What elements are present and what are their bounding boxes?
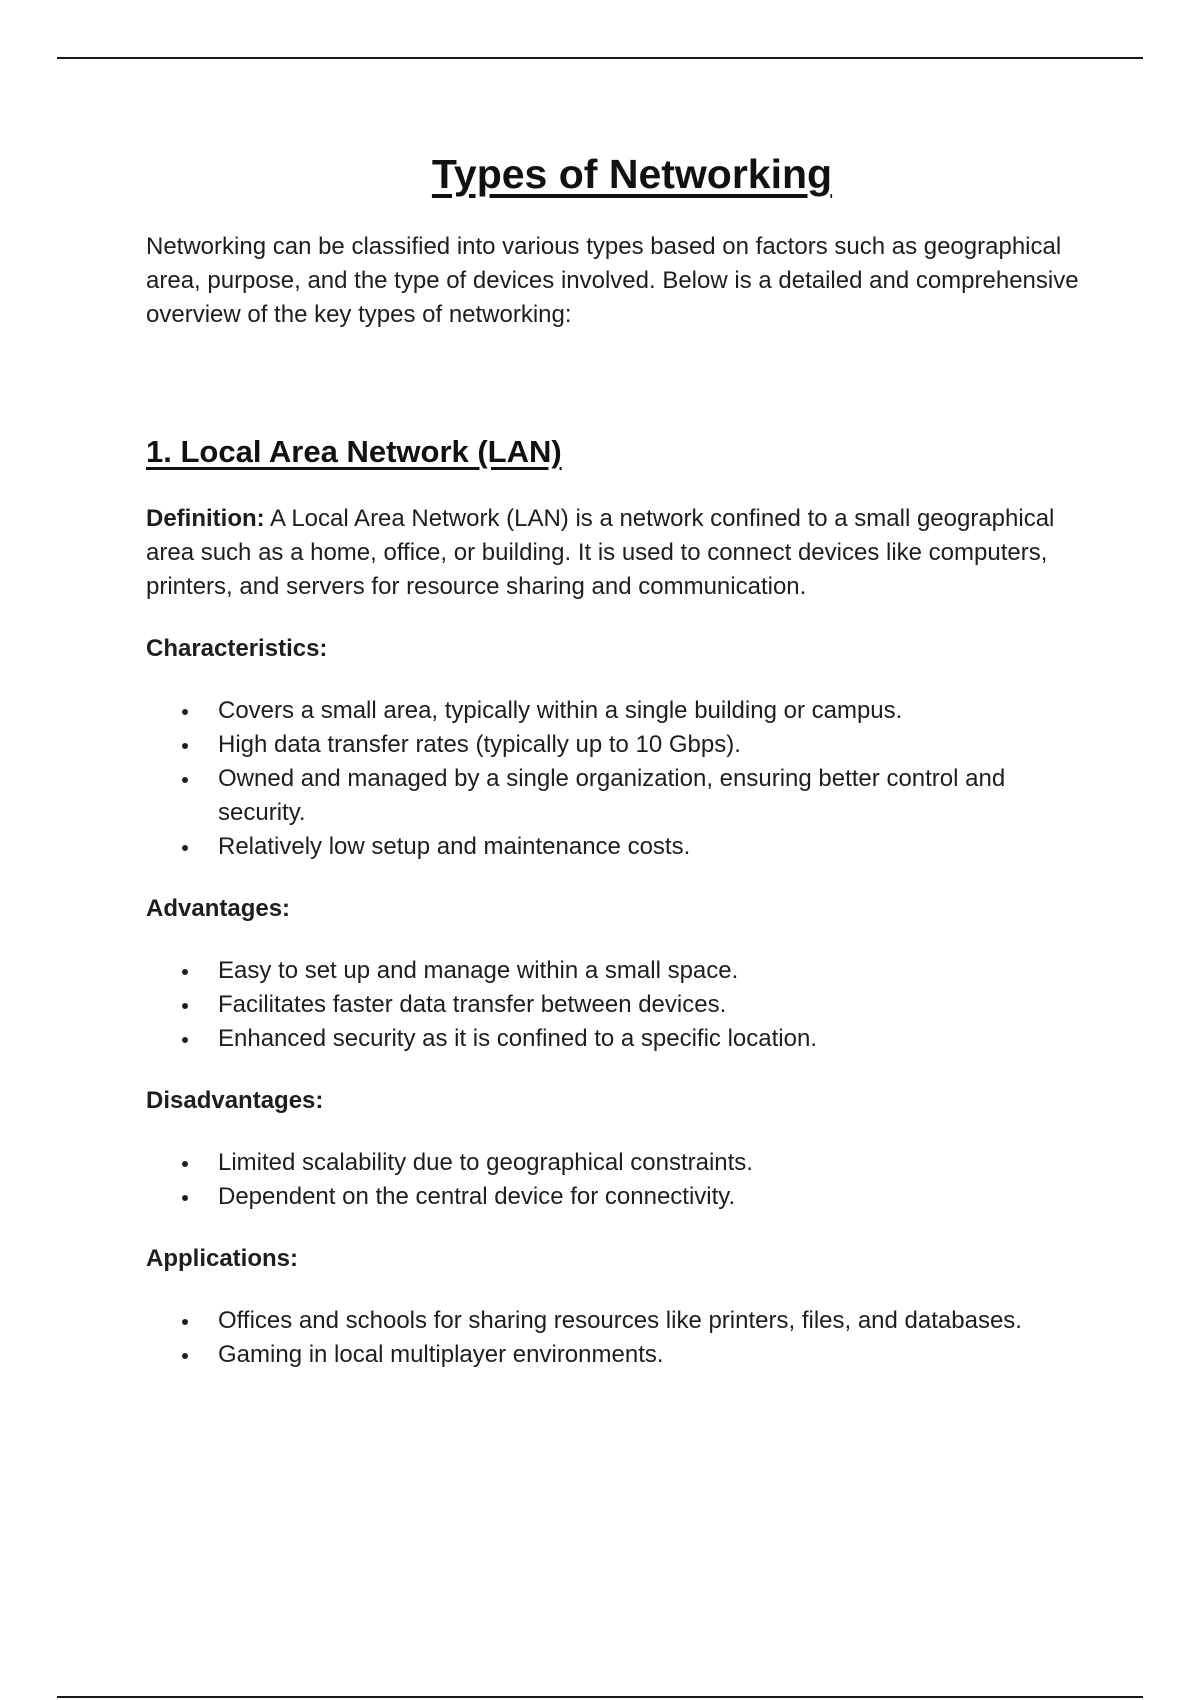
intro-paragraph: Networking can be classified into various types based on factors such as geographical area, purpose, and the type of devices involved. Below is a detailed and comprehensive overview of the key types of networking: — [146, 233, 1079, 328]
bullet-icon — [182, 1195, 188, 1201]
document-title: Types of Networking — [431, 151, 833, 197]
characteristics-list — [146, 694, 1096, 864]
list-item-text: Dependent on the central device for connectivity. — [218, 1183, 736, 1210]
list-item — [146, 830, 1096, 864]
list-item — [146, 1338, 1096, 1372]
section-heading-lan: 1. Local Area Network (LAN) — [146, 434, 562, 469]
bullet-icon — [182, 743, 188, 749]
bullet-icon — [182, 777, 188, 783]
footer-rule — [57, 1696, 1143, 1698]
advantages-list — [146, 954, 1096, 1056]
list-item-text: Limited scalability due to geographical constraints. — [218, 1149, 753, 1176]
characteristics-heading: Characteristics: — [146, 635, 328, 662]
list-item-text: Owned and managed by a single organization, ensuring better control and security. — [218, 765, 1006, 826]
applications-heading: Applications: — [146, 1245, 299, 1272]
list-item-text: Relatively low setup and maintenance costs. — [218, 833, 691, 860]
disadvantages-heading: Disadvantages: — [146, 1087, 324, 1114]
bullet-icon — [182, 1353, 188, 1359]
bullet-icon — [182, 1037, 188, 1043]
list-item — [146, 1304, 1096, 1338]
list-item-text: Offices and schools for sharing resources like printers, files, and databases. — [218, 1307, 1022, 1334]
bullet-icon — [182, 1161, 188, 1167]
list-item-text: Gaming in local multiplayer environments. — [218, 1341, 664, 1368]
definition-text: A Local Area Network (LAN) is a network confined to a small geographical area such as a home, office, or building. It is used to connect devices like computers, printers, and servers for resource sharing and communication. — [146, 505, 1055, 600]
bullet-icon — [182, 969, 188, 975]
header-rule — [57, 57, 1143, 59]
list-item-text: Enhanced security as it is confined to a specific location. — [218, 1025, 817, 1052]
definition-paragraph — [146, 502, 1096, 604]
bullet-icon — [182, 845, 188, 851]
applications-list — [146, 1304, 1096, 1372]
list-item — [146, 954, 1096, 988]
list-item — [146, 728, 1096, 762]
bullet-icon — [182, 709, 188, 715]
bullet-icon — [182, 1003, 188, 1009]
document-page — [146, 148, 1096, 1372]
list-item — [146, 1180, 1096, 1214]
list-item — [146, 1146, 1096, 1180]
list-item — [146, 988, 1096, 1022]
disadvantages-list — [146, 1146, 1096, 1214]
bullet-icon — [182, 1319, 188, 1325]
definition-label: Definition: — [146, 505, 265, 532]
list-item — [146, 762, 1096, 830]
list-item-text: Easy to set up and manage within a small space. — [218, 957, 739, 984]
list-item — [146, 1022, 1096, 1056]
list-item-text: High data transfer rates (typically up to 10 Gbps). — [218, 731, 741, 758]
list-item — [146, 694, 1096, 728]
list-item-text: Covers a small area, typically within a single building or campus. — [218, 697, 903, 724]
list-item-text: Facilitates faster data transfer between devices. — [218, 991, 727, 1018]
advantages-heading: Advantages: — [146, 895, 291, 922]
